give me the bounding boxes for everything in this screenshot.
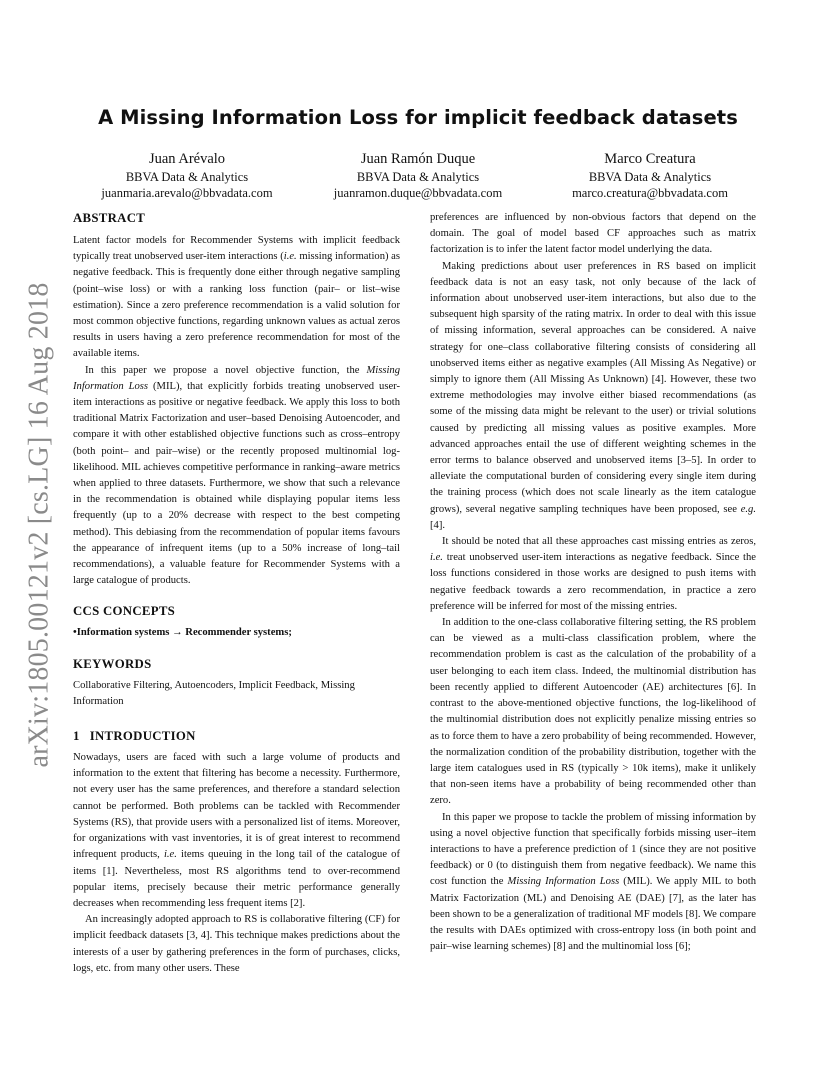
- author-email: marco.creatura@bbvadata.com: [572, 186, 728, 200]
- keywords-text: Collaborative Filtering, Autoencoders, Implicit Feedback, Missing Information: [73, 679, 355, 707]
- author-email: juanramon.duque@bbvadata.com: [333, 186, 503, 200]
- author-1: [57, 150, 317, 201]
- ccs-concepts: •Information systems → Recommender systems;: [73, 627, 292, 639]
- author-name: Marco Creatura: [604, 151, 696, 167]
- paper-title: A Missing Information Loss for implicit feedback datasets: [98, 106, 738, 129]
- intro-paragraph-7: In this paper we propose to tackle the problem of missing information by using a novel objective function that specifically forbids missing user–item interactions to have a preference prediction of 1 (since they are not positive feedback) or 0 (to distinguish them from negative feedback). We name this cost function the Missing Information Loss (MIL). We apply MIL to both Matrix Factorization (ML) and Denoising AE (DAE) [7], as the later has been shown to be a generalization of traditional MF models [8]. We compare the results with DAEs optimized with cross-entropy loss (in both point and pair–wise learning schemes) [8] and the multinomial loss [6];: [430, 811, 756, 953]
- intro-paragraph-3: preferences are influenced by non-obvious factors that depend on the domain. The goal of model based CF approaches such as matrix factorization is to infer the latent factor model underlying the data.: [430, 212, 756, 256]
- author-2: [288, 150, 548, 201]
- abstract-heading: ABSTRACT: [73, 211, 146, 225]
- section-number: 1: [73, 729, 80, 744]
- abstract-paragraph-1: Latent factor models for Recommender Systems with implicit feedback typically treat unobserved user-item interactions (i.e. missing information) as negative feedback. This is frequently done either through negative sampling (point–wise loss) or with a ranking loss function (pair– or list–wise estimation). Since a zero preference recommendation is a valid solution for most common objective functions, regarding unknown values as actual zeros results in users having a zero preference recommendation for most of the available items.: [73, 235, 400, 360]
- author-email: juanmaria.arevalo@bbvadata.com: [101, 186, 273, 200]
- arxiv-identifier: arXiv:1805.00121v2 [cs.LG] 16 Aug 2018: [24, 282, 56, 768]
- intro-paragraph-5: It should be noted that all these approaches cast missing entries as zeros, i.e. treat unobserved user-item interactions as negative feedback. Since the loss functions considered in those works are designed to push items with negative feedback towards a zero recommendation, in practice a zero preference will be inferred for most of the missing entries.: [430, 536, 756, 612]
- author-affiliation: BBVA Data & Analytics: [125, 170, 249, 184]
- author-affiliation: BBVA Data & Analytics: [588, 170, 712, 184]
- intro-paragraph-1: Nowadays, users are faced with such a large volume of products and information to the extent that filtering has become a necessity. Furthermore, not every user has the same preferences, and therefore a standard selection cannot be performed. Both problems can be tackled with Recommender Systems (RS), that provide users with a personalized list of items. Moreover, for organizations with vast inventories, it is of great interest to recommend infrequent products, i.e. items queuing in the long tail of the catalogue of items [1]. Nevertheless, most RS algorithms tend to over-recommend popular items, precisely because their metric performance generally decreases when recommending less frequent items [2].: [73, 752, 400, 909]
- right-column: [430, 210, 756, 955]
- section-title: INTRODUCTION: [89, 729, 196, 744]
- author-3: [520, 150, 780, 201]
- intro-paragraph-4: Making predictions about user preferences in RS based on implicit feedback data is not an easy task, not only because of the lack of information about unobserved user-item interactions, but also due to the subsequent high sparsity of the rating matrix. In order to deal with this issue of missing information, several approaches can be considered. A naive strategy for one–class collaborative filtering consists of considering all unobserved items either as negative examples (All Missing As Negative) or simply to ignore them (All Missing As Unknown) [4]. However, these two extreme methodologies may involve either biased recommendations (as some of the missing data might be relevant to the user) or trivial solutions caused by predicting all missing values as positive examples. More advanced approaches entail the use of different weighting schemes in the error terms to balance observed and unobserved items [3–5]. In order to alleviate the computational burden of considering every single item during the training process (which does not scale linearly as the item catalogue grows), several negative sampling techniques have been proposed, see e.g. [4].: [430, 260, 756, 531]
- introduction-heading: [73, 728, 400, 744]
- left-column: [73, 210, 400, 977]
- author-name: Juan Ramón Duque: [360, 151, 476, 167]
- author-affiliation: BBVA Data & Analytics: [356, 170, 480, 184]
- abstract-paragraph-2: In this paper we propose a novel objective function, the Missing Information Loss (MIL), that explicitly forbids treating unobserved user-item interactions as positive or negative feedback. We apply this loss to both traditional Matrix Factorization and user–based Denoising Autoencoder, and compare it with other established objective functions such as cross–entropy (both point– and pair–wise) or the recently proposed multinomial log-likelihood. MIL achieves competitive performance in ranking–aware metrics when applied to three datasets. Furthermore, we show that such a relevance in the recommendation is obtained while displaying popular items less frequently (up to a 20% decrease with respect to the best competing method). This debiasing from the recommendation of popular items favours the appearance of infrequent items (up to a 50% increase of long–tail recommendations), a valuable feature for Recommender Systems with a large catalogue of products.: [73, 364, 400, 587]
- intro-paragraph-6: In addition to the one-class collaborative filtering setting, the RS problem can be viewed as a multi-class classification problem, where the recommendation problem is cast as the calculation of the probability of a user belonging to each item class. Indeed, the multinomial distribution has been recently applied to different Autoencoder (AE) architectures [6]. In contrast to the above-mentioned objective functions, the log-likelihood of the multinomial distribution does not explicitly penalize missing entries so as to force them to have a zero probability of being recommended. However, the normalization condition of the probability distribution, together with the large item catalogues used in RS (typically > 10k items), make it unlikely that non-seen items have a probability of being recommended other than zero.: [430, 617, 756, 807]
- author-name: Juan Arévalo: [148, 151, 226, 167]
- intro-paragraph-2: An increasingly adopted approach to RS is collaborative filtering (CF) for implicit feedback datasets [3, 4]. This technique makes predictions about the interests of a user by gathering preferences in the form of purchases, clicks, logs, etc. from many other users. These: [73, 914, 400, 974]
- ccs-heading: CCS CONCEPTS: [73, 604, 176, 619]
- arxiv-sidebar: [20, 282, 60, 768]
- keywords-heading: KEYWORDS: [73, 656, 152, 671]
